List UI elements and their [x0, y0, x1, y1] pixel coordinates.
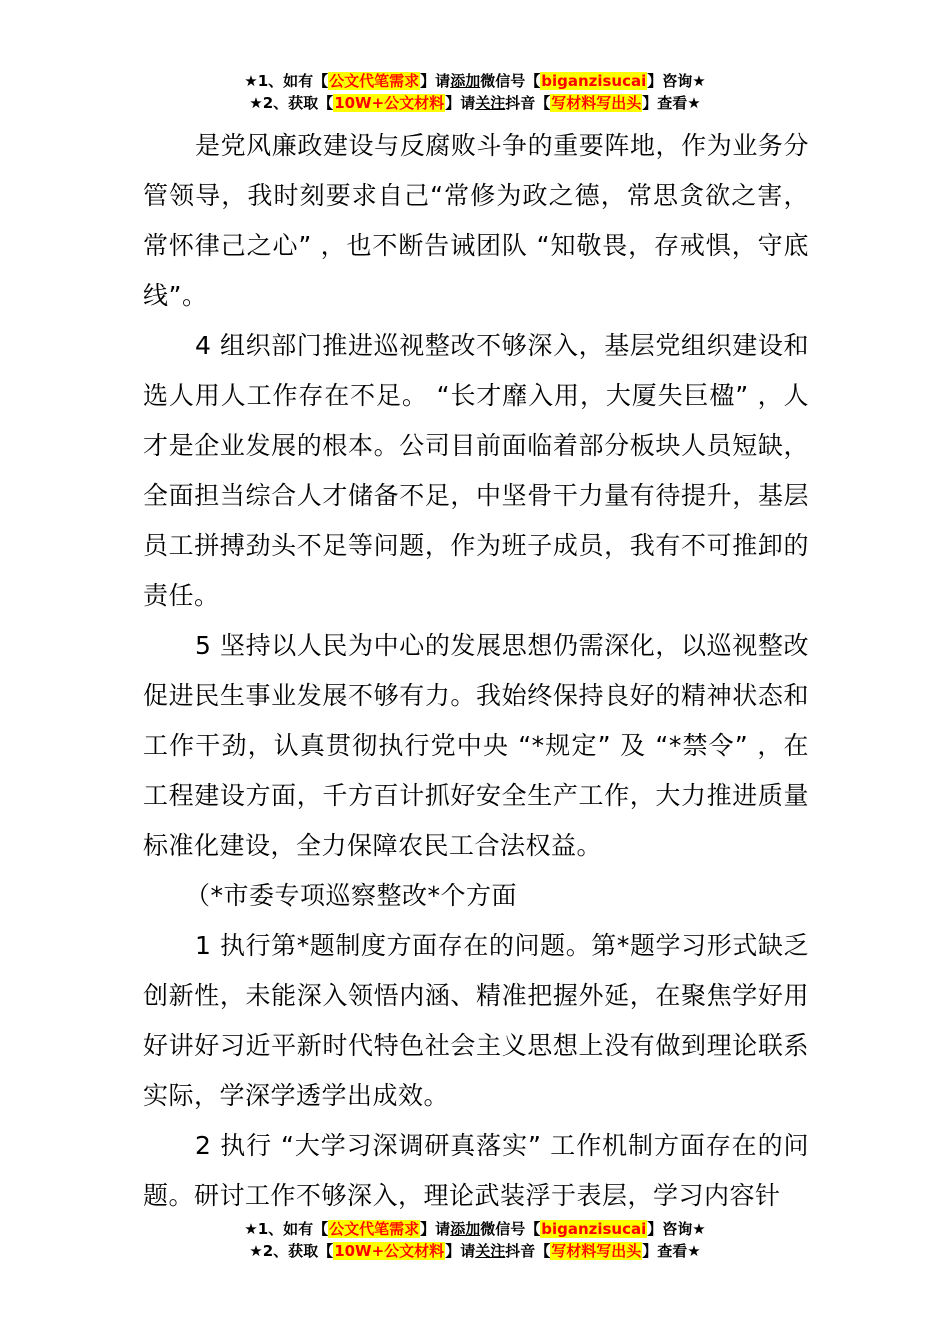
- banner-line-1: ★1、如有【公文代笔需求】请添加微信号【biganzisucai】咨询★: [244, 1220, 706, 1238]
- footer-banner: [0, 1218, 950, 1262]
- underlined-word: 添加: [450, 1220, 481, 1238]
- paragraph: 2 执行 “大学习深调研真落实” 工作机制方面存在的问题。研讨工作不够深入，理论武装浮于表层，学习内容针: [143, 1131, 809, 1210]
- paragraph: 5 坚持以人民为中心的发展思想仍需深化，以巡视整改促进民生事业发展不够有力。我始终保持良好的精神状态和工作干劲，认真贯彻执行党中央 “*规定” 及 “*禁令” ，在工程建设方面，千方百计抓好安全生产工作，大力推进质量标准化建设，全力保障农民工合法权益。: [143, 631, 809, 860]
- underlined-word: 关注: [475, 1242, 506, 1260]
- paragraph: 是党风廉政建设与反腐败斗争的重要阵地，作为业务分管领导，我时刻要求自己“常修为政之德，常思贪欲之害，常怀律己之心” ，也不断告诫团队 “知敬畏，存戒惧，守底线”。: [143, 131, 809, 310]
- highlight-wechat-id: biganzisucai: [541, 72, 647, 90]
- section-heading: （*市委专项巡察整改*个方面: [185, 881, 518, 910]
- highlight-service: 公文代笔需求: [329, 1220, 420, 1238]
- paragraph: 4 组织部门推进巡视整改不够深入，基层党组织建设和选人用人工作存在不足。 “长才靡入用，大厦失巨楹” ，人才是企业发展的根本。公司目前面临着部分板块人员短缺，全面担当综合人才储备不足，中坚骨干力量有待提升，基层员工拼搏劲头不足等问题，作为班子成员，我有不可推卸的责任。: [143, 331, 809, 610]
- paragraph: 1 执行第*题制度方面存在的问题。第*题学习形式缺乏创新性，未能深入领悟内涵、精准把握外延，在聚焦学好用好讲好习近平新时代特色社会主义思想上没有做到理论联系实际，学深学透学出成效。: [143, 931, 809, 1110]
- header-banner: [0, 70, 950, 114]
- highlight-service: 公文代笔需求: [329, 72, 420, 90]
- highlight-wechat-id: biganzisucai: [541, 1220, 647, 1238]
- highlight-douyin-id: 写材料写出头: [551, 94, 642, 112]
- highlight-materials: 10W+公文材料: [334, 94, 445, 112]
- banner-line-1: ★1、如有【公文代笔需求】请添加微信号【biganzisucai】咨询★: [244, 72, 706, 90]
- highlight-douyin-id: 写材料写出头: [551, 1242, 642, 1260]
- banner-line-2: ★2、获取【10W+公文材料】请关注抖音【写材料写出头】查看★: [249, 94, 701, 112]
- banner-line-2: ★2、获取【10W+公文材料】请关注抖音【写材料写出头】查看★: [249, 1242, 701, 1260]
- document-body: [143, 121, 809, 1221]
- underlined-word: 添加: [450, 72, 481, 90]
- highlight-materials: 10W+公文材料: [334, 1242, 445, 1260]
- underlined-word: 关注: [475, 94, 506, 112]
